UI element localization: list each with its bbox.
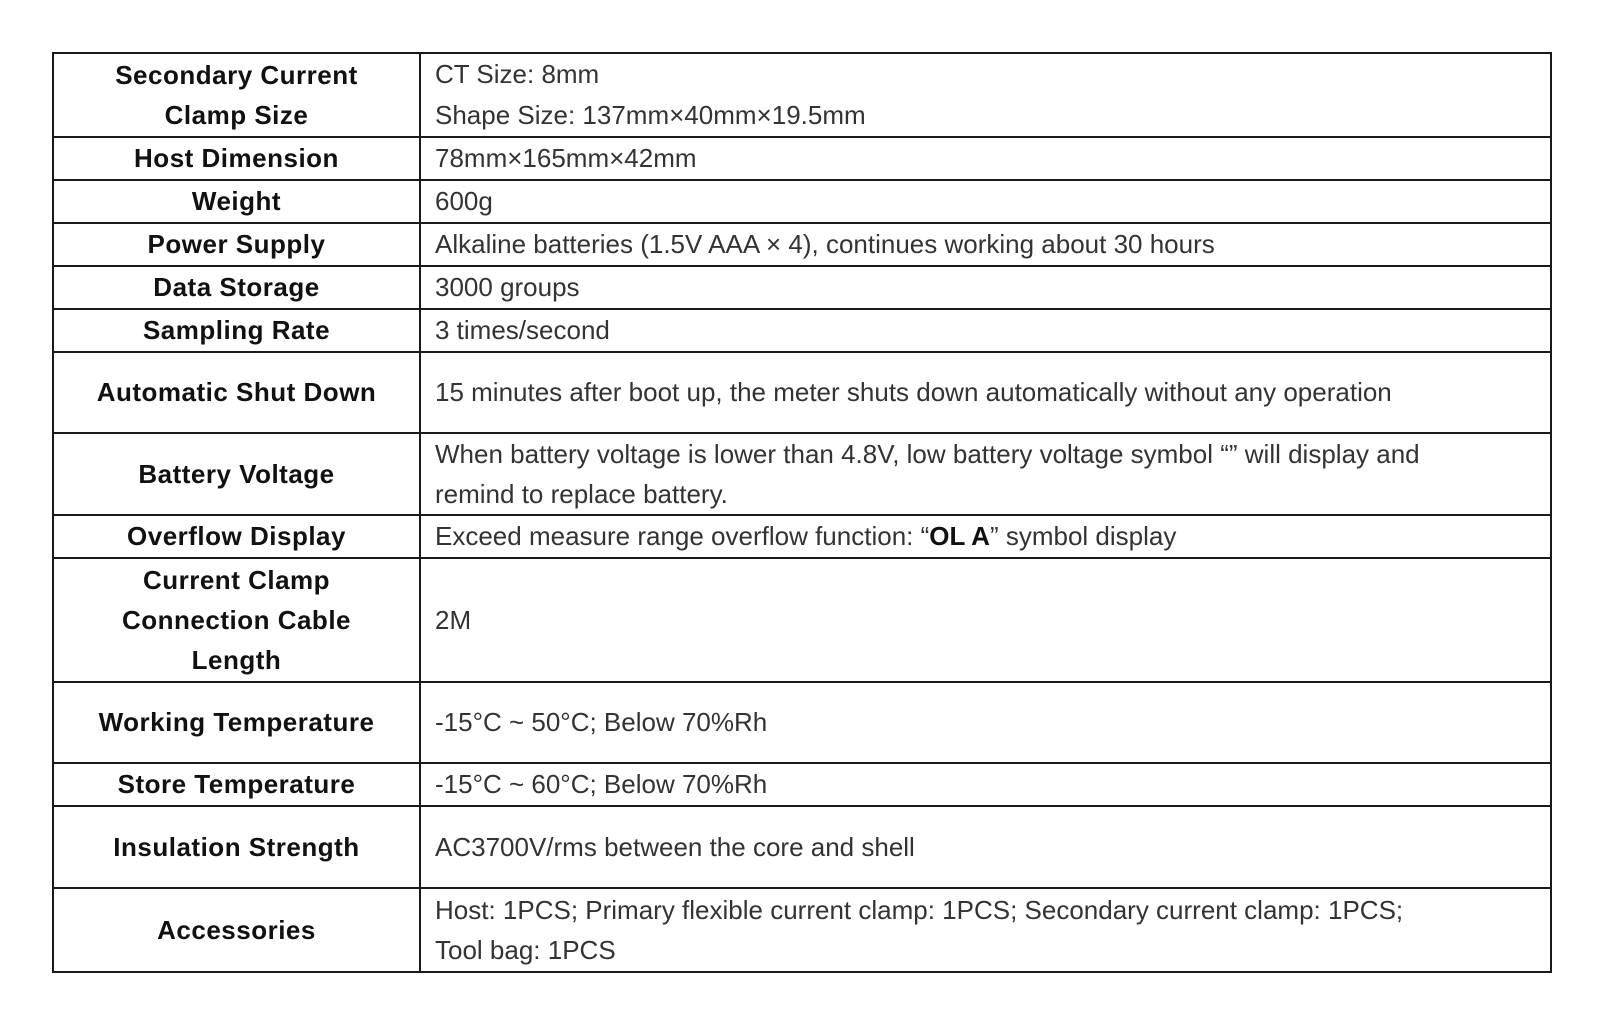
spec-row-insulation-strength [53, 806, 1551, 888]
overflow-symbol: OL A [929, 521, 990, 551]
spec-row-power-supply [53, 223, 1551, 266]
spec-label: Accessories [53, 888, 420, 972]
spec-value: 600g [420, 180, 1551, 223]
spec-row-accessories [53, 888, 1551, 972]
spec-value: -15°C ~ 60°C; Below 70%Rh [420, 763, 1551, 806]
spec-value-line: remind to replace battery. [435, 479, 728, 509]
spec-table [52, 52, 1552, 973]
spec-value: 78mm×165mm×42mm [420, 137, 1551, 180]
spec-label: Insulation Strength [53, 806, 420, 888]
spec-value: 3000 groups [420, 266, 1551, 309]
spec-value: -15°C ~ 50°C; Below 70%Rh [420, 682, 1551, 763]
spec-value [420, 515, 1551, 558]
spec-value: 2M [420, 558, 1551, 682]
spec-row-store-temperature [53, 763, 1551, 806]
spec-label-text: Secondary Current Clamp Size [115, 60, 358, 130]
spec-value [420, 53, 1551, 137]
spec-value: 15 minutes after boot up, the meter shuts down automatically without any operation [420, 352, 1551, 433]
spec-row-host-dimension [53, 137, 1551, 180]
bottom-crop-edge [0, 986, 1601, 1032]
spec-label: Power Supply [53, 223, 420, 266]
spec-label [53, 558, 420, 682]
spec-row-auto-shutdown [53, 352, 1551, 433]
spec-row-working-temperature [53, 682, 1551, 763]
spec-row-battery-voltage [53, 433, 1551, 515]
spec-label: Automatic Shut Down [53, 352, 420, 433]
spec-row-overflow-display [53, 515, 1551, 558]
spec-label: Working Temperature [53, 682, 420, 763]
spec-value-line: Host: 1PCS; Primary flexible current clamp: 1PCS; Secondary current clamp: 1PCS; [435, 895, 1404, 925]
spec-value-line: Tool bag: 1PCS [435, 935, 616, 965]
spec-value-text: Exceed measure range overflow function: “ [435, 521, 930, 551]
spec-label: Overflow Display [53, 515, 420, 558]
spec-label: Host Dimension [53, 137, 420, 180]
spec-label: Battery Voltage [53, 433, 420, 515]
spec-row-secondary-clamp-size [53, 53, 1551, 137]
spec-value-line: When battery voltage is lower than 4.8V, low battery voltage symbol “” will display and [435, 439, 1420, 469]
spec-value: AC3700V/rms between the core and shell [420, 806, 1551, 888]
spec-label: Sampling Rate [53, 309, 420, 352]
spec-row-cable-length [53, 558, 1551, 682]
spec-value: 3 times/second [420, 309, 1551, 352]
spec-row-weight [53, 180, 1551, 223]
spec-value [420, 888, 1551, 972]
spec-label: Store Temperature [53, 763, 420, 806]
spec-value-line: CT Size: 8mm [435, 59, 600, 89]
spec-row-data-storage [53, 266, 1551, 309]
spec-value-text: ” symbol display [989, 521, 1177, 551]
spec-label-text: Current Clamp Connection Cable Length [121, 565, 351, 675]
spec-value [420, 433, 1551, 515]
spec-label: Data Storage [53, 266, 420, 309]
spec-label [53, 53, 420, 137]
spec-value-line: Shape Size: 137mm×40mm×19.5mm [435, 100, 866, 130]
spec-value: Alkaline batteries (1.5V AAA × 4), continues working about 30 hours [420, 223, 1551, 266]
spec-row-sampling-rate [53, 309, 1551, 352]
spec-label: Weight [53, 180, 420, 223]
